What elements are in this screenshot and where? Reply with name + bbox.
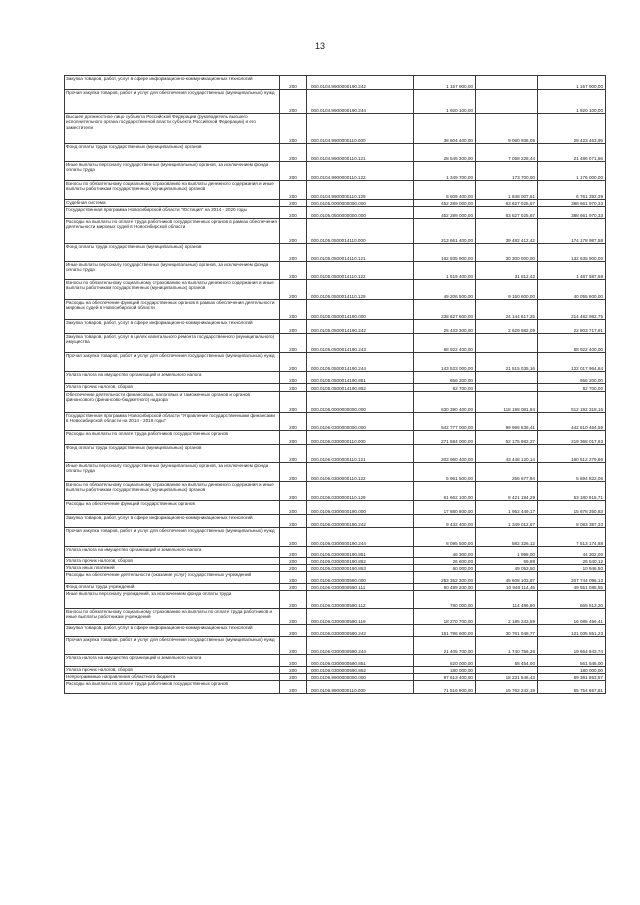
row-change-cell: 9 060 936,05: [476, 114, 538, 144]
row-code-cell: 000.0105.0500014190.244: [307, 353, 414, 372]
row-grbs-cell: 200: [280, 320, 307, 334]
row-code-cell: 000.0104.9900000110.121: [307, 144, 414, 162]
row-code-cell: 000.0105.0500014190.000: [307, 300, 414, 320]
row-change-cell: 173 700,00: [476, 162, 538, 181]
table-row: [65, 681, 606, 694]
row-change-cell: 1 952 449,17: [476, 501, 538, 515]
table-row: [65, 528, 606, 547]
row-grbs-cell: 200: [280, 76, 307, 90]
row-plan-cell: 60 499 200,00: [414, 584, 476, 591]
row-plan-cell: 17 880 800,00: [414, 501, 476, 515]
row-total-cell: 1 920 100,00: [538, 90, 606, 114]
row-plan-cell: 151 796 600,00: [414, 625, 476, 637]
table-row: [65, 219, 606, 244]
table-row: [65, 558, 606, 565]
table-row: [65, 609, 606, 625]
row-total-cell: 7 513 174,88: [538, 528, 606, 547]
row-name-cell: Расходы на обеспечение функций государственных органов: [65, 501, 280, 515]
row-grbs-cell: 200: [280, 655, 307, 667]
row-grbs-cell: 200: [280, 463, 307, 482]
row-plan-cell: 38 604 400,00: [414, 114, 476, 144]
row-change-cell: 58 454,00: [476, 655, 538, 667]
row-code-cell: 000.0105.0500014190.851: [307, 372, 414, 384]
table-row: [65, 655, 606, 667]
row-grbs-cell: 200: [280, 384, 307, 392]
row-total-cell: 121 035 551,23: [538, 625, 606, 637]
row-name-cell: Прочая закупка товаров, работ и услуг для обеспечения государственных (муниципальных) нужд: [65, 637, 280, 655]
table-row: [65, 547, 606, 558]
row-plan-cell: 1 157 900,00: [414, 76, 476, 90]
row-total-cell: 1 487 587,58: [538, 262, 606, 280]
row-change-cell: 52 175 982,37: [476, 431, 538, 445]
page-number: 13: [314, 41, 325, 51]
row-code-cell: 000.0105.0500014110.121: [307, 244, 414, 262]
row-total-cell: 160 512 279,86: [538, 445, 606, 463]
row-plan-cell: 25 433 300,00: [414, 320, 476, 334]
table-row: [65, 431, 606, 445]
row-grbs-cell: 200: [280, 207, 307, 219]
row-code-cell: 000.0106.9900000000.000: [307, 674, 414, 681]
table-row: [65, 300, 606, 320]
row-code-cell: 000.0104.9900000110.000: [307, 114, 414, 144]
row-grbs-cell: 200: [280, 528, 307, 547]
row-name-cell: Взносы по обязательному социальному страхованию на выплаты по оплате труда работников и иные выплаты работникам учреждений: [65, 609, 280, 625]
row-code-cell: 000.0104.9900000190.244: [307, 90, 414, 114]
row-grbs-cell: 200: [280, 114, 307, 144]
row-grbs-cell: 200: [280, 547, 307, 558]
row-plan-cell: 452 289 000,00: [414, 207, 476, 219]
row-change-cell: 18 231 546,43: [476, 674, 538, 681]
table-row: [65, 625, 606, 637]
row-code-cell: 000.0105.0500014190.242: [307, 320, 414, 334]
row-change-cell: 21 515 035,16: [476, 353, 538, 372]
row-grbs-cell: 200: [280, 300, 307, 320]
row-total-cell: 15 678 350,83: [538, 501, 606, 515]
row-total-cell: 1 157 900,00: [538, 76, 606, 90]
row-name-cell: Уплата иных платежей: [65, 565, 280, 572]
row-name-cell: Взносы по обязательному социальному страхованию на выплаты денежного содержания и иные выплаты работникам государственных (муниципальных) органов: [65, 280, 280, 300]
row-plan-cell: 8 609 400,00: [414, 181, 476, 200]
table-row: [65, 384, 606, 392]
row-code-cell: 000.0106.0300000110.000: [307, 431, 414, 445]
row-code-cell: 000.0106.9900000110.000: [307, 681, 414, 694]
row-code-cell: 000.0105.0000000000.000: [307, 200, 414, 207]
row-name-cell: Непрограммные направления областного бюджета: [65, 674, 280, 681]
row-name-cell: Фонд оплаты труда учреждений: [65, 584, 280, 591]
row-name-cell: Иные выплаты персоналу государственных (муниципальных) органов, за исключением фонда оплаты труда: [65, 463, 280, 482]
row-code-cell: 000.0106.0300000590.000: [307, 572, 414, 584]
row-change-cell: 2 185 243,59: [476, 609, 538, 625]
row-plan-cell: 1 349 700,00: [414, 162, 476, 181]
row-name-cell: Прочая закупка товаров, работ и услуг для обеспечения государственных (муниципальных) нужд: [65, 353, 280, 372]
row-plan-cell: 82 700,00: [414, 384, 476, 392]
row-total-cell: 16 085 456,41: [538, 609, 606, 625]
row-name-cell: Расходы на обеспечение деятельности (оказание услуг) государственных учреждений: [65, 572, 280, 584]
row-grbs-cell: 200: [280, 501, 307, 515]
row-name-cell: Расходы на выплаты по оплате труда работников государственных органов: [65, 681, 280, 694]
row-plan-cell: 46 300,00: [414, 547, 476, 558]
row-total-cell: 55 754 657,81: [538, 681, 606, 694]
row-total-cell: 214 482 982,75: [538, 300, 606, 320]
table-row: [65, 591, 606, 609]
table-row: [65, 207, 606, 219]
row-grbs-cell: 200: [280, 681, 307, 694]
table-row: [65, 262, 606, 280]
row-code-cell: 000.0106.0300000590.851: [307, 655, 414, 667]
row-code-cell: 000.0106.0300000190.851: [307, 547, 414, 558]
row-code-cell: 000.0106.0300000190.853: [307, 565, 414, 572]
row-grbs-cell: 200: [280, 625, 307, 637]
row-grbs-cell: 200: [280, 413, 307, 431]
row-total-cell: 180 000,00: [538, 667, 606, 674]
row-change-cell: 15 762 242,19: [476, 681, 538, 694]
row-plan-cell: 271 584 000,00: [414, 431, 476, 445]
row-name-cell: Взносы по обязательному социальному страхованию на выплаты денежного содержания и иные выплаты работникам государственных (муниципальных) органов: [65, 482, 280, 501]
row-change-cell: 582 326,12: [476, 528, 538, 547]
row-grbs-cell: 200: [280, 90, 307, 114]
table-row: [65, 637, 606, 655]
table-row: [65, 501, 606, 515]
row-plan-cell: 49 206 500,00: [414, 280, 476, 300]
row-total-cell: 22 803 717,91: [538, 320, 606, 334]
row-code-cell: 000.0106.0300000590.242: [307, 625, 414, 637]
table-row: [65, 320, 606, 334]
row-code-cell: 000.0106.0300000590.119: [307, 609, 414, 625]
row-code-cell: 000.0106.0300000190.242: [307, 515, 414, 528]
row-name-cell: Уплата прочих налогов, сборов: [65, 667, 280, 674]
table-row: [65, 90, 606, 114]
row-change-cell: [476, 667, 538, 674]
row-change-cell: 1 998,00: [476, 547, 538, 558]
row-code-cell: 000.0106.0300000000.000: [307, 413, 414, 431]
row-code-cell: 000.0104.9900000190.242: [307, 76, 414, 90]
row-change-cell: 24 144 617,25: [476, 300, 538, 320]
row-plan-cell: 238 627 600,00: [414, 300, 476, 320]
row-grbs-cell: 200: [280, 609, 307, 625]
row-change-cell: [476, 372, 538, 384]
row-code-cell: 000.0106.0300000590.111: [307, 584, 414, 591]
row-name-cell: Расходы на выплаты по оплате труда работников государственных органов: [65, 431, 280, 445]
row-total-cell: 122 017 964,84: [538, 353, 606, 372]
row-change-cell: 8 421 184,29: [476, 482, 538, 501]
table-row: [65, 674, 606, 681]
row-plan-cell: 1 519 400,00: [414, 262, 476, 280]
row-change-cell: 10 948 114,45: [476, 584, 538, 591]
row-code-cell: 000.0105.0500014190.852: [307, 384, 414, 392]
row-plan-cell: 180 000,00: [414, 667, 476, 674]
row-name-cell: Фонд оплаты труда государственных (муниципальных) органов: [65, 244, 280, 262]
row-plan-cell: 620 000,00: [414, 655, 476, 667]
row-grbs-cell: 200: [280, 181, 307, 200]
row-total-cell: 69 381 853,57: [538, 674, 606, 681]
table-row: [65, 162, 606, 181]
row-plan-cell: 213 661 400,00: [414, 219, 476, 244]
row-name-cell: Судебная система: [65, 200, 280, 207]
row-name-cell: Расходы на обеспечение функций государственных органов в рамках обеспечения деятельности мировых судей в Новосибирской области: [65, 300, 280, 320]
row-plan-cell: 162 935 900,00: [414, 244, 476, 262]
row-total-cell: 665 513,20: [538, 591, 606, 609]
row-total-cell: 132 635 900,00: [538, 244, 606, 262]
table-row: [65, 572, 606, 584]
row-name-cell: Фонд оплаты труда государственных (муниципальных) органов: [65, 445, 280, 463]
row-grbs-cell: 200: [280, 200, 307, 207]
row-name-cell: Расходы на выплаты по оплате труда работников государственных органов в рамках обеспечения деятельности мировых судей в Новосибирской области: [65, 219, 280, 244]
row-code-cell: 000.0105.0500014110.129: [307, 280, 414, 300]
row-total-cell: 388 661 970,33: [538, 207, 606, 219]
table-row: [65, 181, 606, 200]
row-change-cell: 7 058 228,44: [476, 144, 538, 162]
table-row: [65, 565, 606, 572]
row-change-cell: [476, 334, 538, 353]
row-total-cell: 1 176 000,00: [538, 162, 606, 181]
row-plan-cell: 60 000,00: [414, 565, 476, 572]
row-total-cell: 40 055 900,00: [538, 280, 606, 300]
row-plan-cell: 68 922 400,00: [414, 334, 476, 353]
row-code-cell: 000.0105.0500014110.122: [307, 262, 414, 280]
row-plan-cell: 1 920 100,00: [414, 90, 476, 114]
row-code-cell: 000.0106.0300000110.129: [307, 482, 414, 501]
row-grbs-cell: 200: [280, 667, 307, 674]
row-plan-cell: 18 270 700,00: [414, 609, 476, 625]
row-total-cell: 44 302,00: [538, 547, 606, 558]
row-change-cell: 1 848 007,61: [476, 181, 538, 200]
row-code-cell: 000.0106.0000000000.000: [307, 392, 414, 413]
row-name-cell: Уплата налога на имущество организаций и земельного налога: [65, 655, 280, 667]
row-code-cell: 000.0106.0300000110.122: [307, 463, 414, 482]
row-grbs-cell: 200: [280, 674, 307, 681]
table-row: [65, 515, 606, 528]
row-change-cell: 45 608 103,87: [476, 572, 538, 584]
row-total-cell: 442 810 464,59: [538, 413, 606, 431]
row-change-cell: 59,88: [476, 558, 538, 565]
table-row: [65, 244, 606, 262]
row-total-cell: 49 551 085,55: [538, 584, 606, 591]
table-row: [65, 280, 606, 300]
row-change-cell: 2 629 582,09: [476, 320, 538, 334]
row-name-cell: Закупка товаров, работ, услуг в сфере информационно-коммуникационных технологий: [65, 76, 280, 90]
row-total-cell: 561 546,00: [538, 655, 606, 667]
row-code-cell: 000.0106.0300000110.121: [307, 445, 414, 463]
row-plan-cell: 5 961 500,00: [414, 463, 476, 482]
row-change-cell: [476, 90, 538, 114]
row-name-cell: Закупка товаров, работ, услуг в целях капитального ремонта государственного (муниципального) имущества: [65, 334, 280, 353]
row-code-cell: 000.0105.0500014110.000: [307, 219, 414, 244]
row-change-cell: 43 448 120,14: [476, 445, 538, 463]
row-change-cell: 49 053,50: [476, 565, 538, 572]
row-name-cell: Уплата налога на имущество организаций и земельного налога: [65, 547, 280, 558]
row-grbs-cell: 200: [280, 392, 307, 413]
row-name-cell: Уплата налога на имущество организаций и земельного налога: [65, 372, 280, 384]
row-name-cell: Высшее должностное лицо субъекта Российской Федерации (руководитель высшего исполнительного органа государственной власти субъекта Российской Федерации) и его заместители: [65, 114, 280, 144]
row-total-cell: 6 761 392,39: [538, 181, 606, 200]
row-code-cell: 000.0105.0500000000.000: [307, 207, 414, 219]
row-name-cell: Закупка товаров, работ, услуг в сфере информационно-коммуникационных технологий: [65, 515, 280, 528]
row-name-cell: Уплата прочих налогов, сборов: [65, 384, 280, 392]
row-grbs-cell: 200: [280, 144, 307, 162]
row-plan-cell: 542 777 000,00: [414, 413, 476, 431]
table-row: [65, 114, 606, 144]
row-plan-cell: 203 960 400,00: [414, 445, 476, 463]
row-total-cell: 5 694 822,06: [538, 463, 606, 482]
row-grbs-cell: 200: [280, 572, 307, 584]
table-row: [65, 392, 606, 413]
row-total-cell: 656 200,00: [538, 372, 606, 384]
row-grbs-cell: 200: [280, 431, 307, 445]
row-name-cell: Иные выплаты персоналу государственных (муниципальных) органов, за исключением фонда оплаты труда: [65, 162, 280, 181]
row-total-cell: 388 661 970,33: [538, 200, 606, 207]
row-grbs-cell: 200: [280, 162, 307, 181]
row-total-cell: 19 664 943,74: [538, 637, 606, 655]
row-grbs-cell: 200: [280, 637, 307, 655]
row-grbs-cell: 200: [280, 558, 307, 565]
row-plan-cell: 9 432 400,00: [414, 515, 476, 528]
row-name-cell: Прочая закупка товаров, работ и услуг для обеспечения государственных (муниципальных) нужд: [65, 90, 280, 114]
row-change-cell: 9 150 600,00: [476, 280, 538, 300]
row-total-cell: 10 946,50: [538, 565, 606, 572]
row-code-cell: 000.0106.0300000190.000: [307, 501, 414, 515]
row-change-cell: 99 966 535,41: [476, 413, 538, 431]
expenditure-table: [64, 75, 606, 694]
row-total-cell: 219 368 017,63: [538, 431, 606, 445]
table-row: [65, 413, 606, 431]
table-row: [65, 200, 606, 207]
row-code-cell: 000.0106.0300000190.244: [307, 528, 414, 547]
row-plan-cell: 21 405 700,00: [414, 637, 476, 655]
row-change-cell: 31 812,42: [476, 262, 538, 280]
row-change-cell: 63 627 025,67: [476, 207, 538, 219]
row-name-cell: Закупка товаров, работ, услуг в сфере информационно-коммуникационных технологий: [65, 320, 280, 334]
row-grbs-cell: 200: [280, 334, 307, 353]
table-row: [65, 667, 606, 674]
row-change-cell: [476, 76, 538, 90]
row-name-cell: Прочая закупка товаров, работ и услуг для обеспечения государственных (муниципальных) нужд: [65, 528, 280, 547]
row-name-cell: Государственная программа Новосибирской области "Юстиция" на 2014 - 2020 годы: [65, 207, 280, 219]
row-change-cell: 118 198 081,84: [476, 392, 538, 413]
row-code-cell: 000.0106.0300000590.244: [307, 637, 414, 655]
row-plan-cell: 26 600,00: [414, 558, 476, 565]
table-row: [65, 353, 606, 372]
row-change-cell: [476, 384, 538, 392]
row-grbs-cell: 200: [280, 244, 307, 262]
row-plan-cell: 452 289 000,00: [414, 200, 476, 207]
table-row: [65, 584, 606, 591]
row-plan-cell: 143 533 000,00: [414, 353, 476, 372]
row-total-cell: 53 180 915,71: [538, 482, 606, 501]
row-code-cell: 000.0104.9900000110.129: [307, 181, 414, 200]
row-total-cell: 28 423 463,95: [538, 114, 606, 144]
table-row: [65, 76, 606, 90]
row-name-cell: Уплата прочих налогов, сборов: [65, 558, 280, 565]
row-total-cell: 8 083 387,33: [538, 515, 606, 528]
row-code-cell: 000.0106.0300000590.112: [307, 591, 414, 609]
row-code-cell: 000.0106.0300000590.852: [307, 667, 414, 674]
row-grbs-cell: 200: [280, 565, 307, 572]
row-name-cell: Иные выплаты персоналу государственных (муниципальных) органов, за исключением фонда оплаты труда: [65, 262, 280, 280]
row-code-cell: 000.0106.0300000190.852: [307, 558, 414, 565]
row-grbs-cell: 200: [280, 372, 307, 384]
table-row: [65, 334, 606, 353]
row-name-cell: Закупка товаров, работ, услуг в сфере информационно-коммуникационных технологий: [65, 625, 280, 637]
table-body: [65, 76, 606, 694]
table-row: [65, 144, 606, 162]
row-total-cell: 21 486 071,56: [538, 144, 606, 162]
row-total-cell: 207 744 096,13: [538, 572, 606, 584]
row-plan-cell: 780 000,00: [414, 591, 476, 609]
row-grbs-cell: 200: [280, 219, 307, 244]
row-grbs-cell: 200: [280, 353, 307, 372]
row-plan-cell: 71 516 900,00: [414, 681, 476, 694]
row-change-cell: 39 482 412,42: [476, 219, 538, 244]
row-total-cell: 512 192 318,16: [538, 392, 606, 413]
row-change-cell: 1 349 012,67: [476, 515, 538, 528]
row-plan-cell: 28 545 300,00: [414, 144, 476, 162]
row-change-cell: 30 300 000,00: [476, 244, 538, 262]
table-row: [65, 445, 606, 463]
row-grbs-cell: 200: [280, 584, 307, 591]
row-grbs-cell: 200: [280, 262, 307, 280]
row-total-cell: 26 540,12: [538, 558, 606, 565]
row-change-cell: 30 761 048,77: [476, 625, 538, 637]
row-grbs-cell: 200: [280, 591, 307, 609]
row-plan-cell: 8 095 500,00: [414, 528, 476, 547]
row-grbs-cell: 200: [280, 515, 307, 528]
row-change-cell: 63 627 025,67: [476, 200, 538, 207]
row-plan-cell: 87 613 400,00: [414, 674, 476, 681]
row-code-cell: 000.0105.0500014190.243: [307, 334, 414, 353]
row-name-cell: Обеспечение деятельности финансовых, налоговых и таможенных органов и органов финансового (финансово-бюджетного) надзора: [65, 392, 280, 413]
table-row: [65, 372, 606, 384]
row-change-cell: 1 740 756,26: [476, 637, 538, 655]
row-plan-cell: 656 200,00: [414, 372, 476, 384]
row-plan-cell: 61 662 100,00: [414, 482, 476, 501]
row-grbs-cell: 200: [280, 445, 307, 463]
row-plan-cell: 253 352 200,00: [414, 572, 476, 584]
row-name-cell: Взносы по обязательному социальному страхованию на выплаты денежного содержания и иные выплаты работникам государственных (муниципальных) органов: [65, 181, 280, 200]
row-total-cell: 82 700,00: [538, 384, 606, 392]
row-name-cell: Государственная программа Новосибирской области "Управление государственными финансами в Новосибирской области на 2014 - 2019 годы": [65, 413, 280, 431]
row-change-cell: 266 677,94: [476, 463, 538, 482]
row-name-cell: Иные выплаты персоналу учреждений, за исключением фонда оплаты труда: [65, 591, 280, 609]
row-change-cell: 114 486,80: [476, 591, 538, 609]
row-grbs-cell: 200: [280, 280, 307, 300]
table-row: [65, 482, 606, 501]
row-total-cell: 68 922 400,00: [538, 334, 606, 353]
row-name-cell: Фонд оплаты труда государственных (муниципальных) органов: [65, 144, 280, 162]
row-code-cell: 000.0104.9900000110.122: [307, 162, 414, 181]
row-plan-cell: 630 390 400,00: [414, 392, 476, 413]
table-row: [65, 463, 606, 482]
row-total-cell: 174 178 987,58: [538, 219, 606, 244]
row-grbs-cell: 200: [280, 482, 307, 501]
